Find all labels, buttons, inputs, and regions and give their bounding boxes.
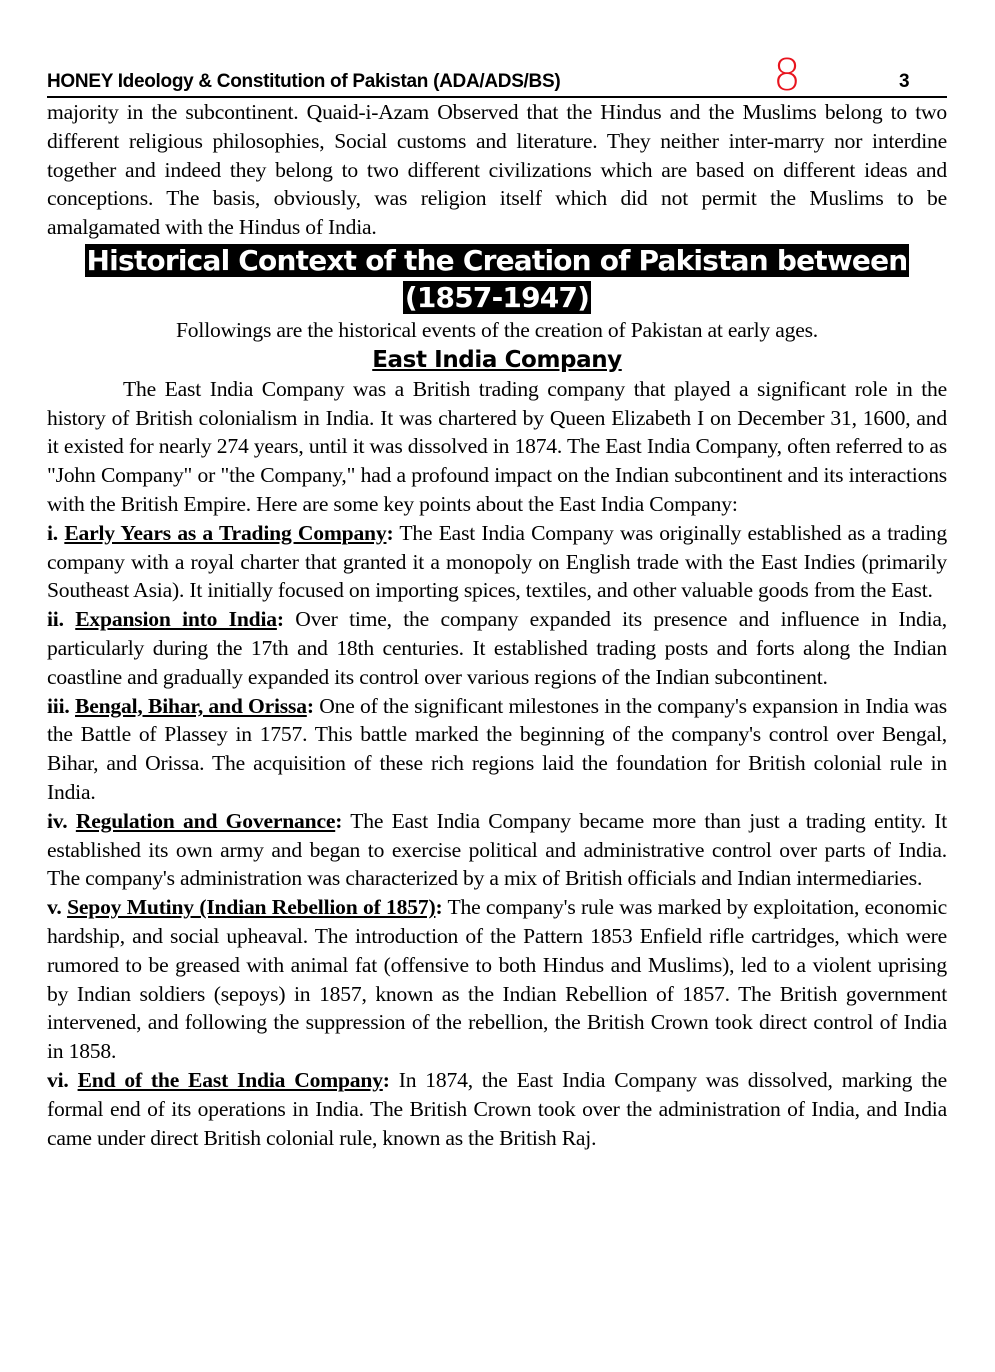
document-page	[47, 50, 948, 1152]
item-colon: :	[386, 520, 394, 545]
section-title-line2: (1857-1947)	[404, 280, 590, 314]
section-lead: Followings are the historical events of the creation of Pakistan at early ages.	[175, 317, 818, 342]
list-item	[47, 893, 947, 1066]
item-colon: :	[306, 693, 314, 718]
item-text: The East India Company was originally established as a trading company with a royal charter that granted it a monopoly on English trade with the East Indies (primarily Southeast Asia). It initially focused on importing spices, textiles, and other valuable goods from the East.	[47, 520, 947, 603]
item-label: ii.	[47, 607, 64, 632]
section-title	[47, 242, 947, 316]
chapter-mark: 8	[773, 50, 801, 101]
page-number: 3	[899, 71, 910, 92]
item-title: Early Years as a Trading Company	[64, 520, 387, 545]
page-body	[47, 98, 947, 1152]
subsection-title: East India Company	[372, 346, 622, 373]
item-title: End of the East India Company	[77, 1067, 383, 1092]
section-title-line1: Historical Context of the Creation of Pakistan between	[86, 243, 908, 277]
item-text: One of the significant milestones in the company's expansion in India was the Battle of Plassey in 1757. This battle marked the beginning of the company's control over Bengal, Bihar, and Orissa. The acquisition of these rich regions laid the foundation for British colonial rule in India.	[47, 693, 947, 804]
item-title: Sepoy Mutiny (Indian Rebellion of 1857)	[67, 895, 436, 920]
list-item	[47, 1066, 947, 1152]
item-text: The company's rule was marked by exploitation, economic hardship, and social upheaval. The introduction of the Pattern 1853 Enfield rifle cartridges, which were rumored to be greased with animal fat (offensive to both Hindus and Muslims), led to a violent uprising by Indian soldiers (sepoys) in 1857, known as the Indian Rebellion of 1857. The British government intervened, and following the suppression of the rebellion, the British Crown took direct control of India in 1858.	[47, 895, 948, 1064]
list-item	[47, 605, 947, 691]
item-label: iv.	[47, 808, 68, 833]
item-title: Expansion into India	[75, 607, 277, 632]
item-text: In 1874, the East India Company was dissolved, marking the formal end of its operations in India. The British Crown took over the administration of India, and India came under direct British colonial rule, known as the British Raj.	[47, 1067, 947, 1150]
item-label: v.	[47, 895, 62, 920]
item-label: iii.	[47, 693, 70, 718]
header-title: HONEY Ideology & Constitution of Pakistan (ADA/ADS/BS)	[47, 71, 561, 92]
intro-paragraph: majority in the subcontinent. Quaid-i-Azam Observed that the Hindus and the Muslims belong to two different religious philosophies, Social customs and literature. They neither inter-marry nor interdine together and indeed they belong to two different civilizations which are based on different ideas and conceptions. The basis, obviously, was religion itself which did not permit the Muslims to be amalgamated with the Hindus of India.	[47, 100, 947, 240]
item-title: Bengal, Bihar, and Orissa	[75, 693, 307, 718]
item-colon: :	[382, 1067, 390, 1092]
item-label: vi.	[47, 1067, 69, 1092]
item-label: i.	[47, 520, 58, 545]
page-header	[47, 50, 947, 101]
list-item	[47, 692, 947, 807]
item-colon: :	[335, 808, 343, 833]
subsection-intro: The East India Company was a British trading company that played a significant role in the history of British colonialism in India. It was chartered by Queen Elizabeth I on December 31, 1600, and it existed for nearly 274 years, until it was dissolved in 1874. The East India Company, often referred to as "John Company" or "the Company," had a profound impact on the Indian subcontinent and its interactions with the British Empire. Here are some key points about the East India Company:	[47, 376, 947, 516]
item-title: Regulation and Governance	[75, 808, 336, 833]
list-item	[47, 519, 947, 605]
item-text: The East India Company became more than just a trading entity. It established its own army and began to exercise political and administrative control over parts of India. The company's administration was characterized by a mix of British officials and Indian intermediaries.	[47, 808, 948, 891]
item-colon: :	[435, 895, 443, 920]
item-colon: :	[276, 607, 284, 632]
item-text: Over time, the company expanded its presence and influence in India, particularly during the 17th and 18th centuries. It established trading posts and forts along the Indian coastline and gradually expanded its control over various regions of the Indian subcontinent.	[47, 607, 947, 689]
list-item	[47, 807, 947, 893]
